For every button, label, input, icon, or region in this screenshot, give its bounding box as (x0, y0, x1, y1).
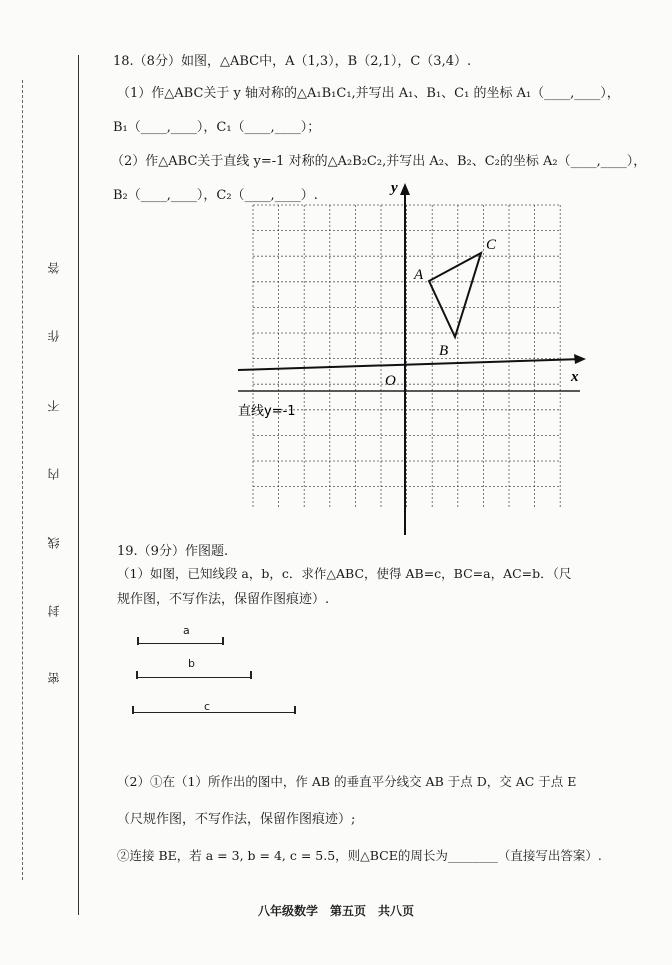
margin-char-zuo: 作 (47, 330, 61, 342)
coordinate-grid-figure (228, 175, 600, 545)
margin-rule (78, 55, 79, 915)
q18-header: 18.（8分）如图，△ABC中，A（1,3），B（2,1），C（3,4）. (113, 54, 472, 69)
axis-label-y: y (391, 180, 398, 196)
x-axis-arrow-icon (574, 354, 586, 364)
axis-label-x: x (571, 369, 579, 385)
line-y-minus-1-label: 直线y=-1 (238, 404, 296, 419)
origin-label: O (385, 373, 396, 389)
q19-part2-line1: （2）①在（1）所作出的图中，作 AB 的垂直平分线交 AB 于点 D，交 AC 于点 E (117, 774, 577, 789)
margin-char-nei: 内 (47, 468, 61, 480)
segment-c-label: c (204, 700, 211, 713)
segment-a-label: a (183, 624, 190, 637)
q18-part1-line2: B₁（____,____），C₁（____,____）； (113, 120, 321, 135)
q19-header: 19.（9分）作图题. (117, 544, 229, 559)
segment-b-label: b (188, 657, 195, 670)
q19-part1-line1: （1）如图，已知线段 a，b，c．求作△ABC，使得 AB=c，BC=a，AC=b．（尺 (117, 566, 572, 581)
margin-char-feng: 封 (47, 605, 61, 617)
q19-part2-line2: （尺规作图，不写作法，保留作图痕迹）; (117, 812, 356, 827)
margin-char-bu: 不 (47, 400, 61, 412)
x-axis (238, 359, 583, 370)
page-footer: 八年级数学 第五页 共八页 (257, 904, 414, 918)
triangle-abc (429, 253, 481, 337)
margin-char-da: 答 (47, 262, 61, 274)
y-axis-arrow-icon (400, 183, 410, 195)
q19-part2-line3: ②连接 BE，若 a = 3, b = 4, c = 5.5，则△BCE的周长为________（直接写出答案）. (117, 848, 602, 863)
point-b-label: B (439, 343, 449, 359)
point-a-label: A (414, 267, 424, 283)
q18-part2-line2: B₂（____,____），C₂（____,____）. (113, 188, 318, 203)
margin-char-xian: 线 (47, 537, 61, 549)
q19-part1-line2: 规作图，不写作法，保留作图痕迹）. (117, 592, 330, 607)
margin-char-mi: 密 (47, 672, 61, 684)
margin-rule-inner (22, 80, 23, 880)
grid-lines (253, 205, 560, 507)
q18-part1-line1: （1）作△ABC关于 y 轴对称的△A₁B₁C₁,并写出 A₁、B₁、C₁ 的坐标 A₁（____,____）， (117, 86, 620, 101)
q18-part2-line1: （2）作△ABC关于直线 y=-1 对称的△A₂B₂C₂,并写出 A₂、B₂、C₂的坐标 A₂（____,____）， (111, 154, 647, 169)
point-c-label: C (486, 237, 497, 253)
